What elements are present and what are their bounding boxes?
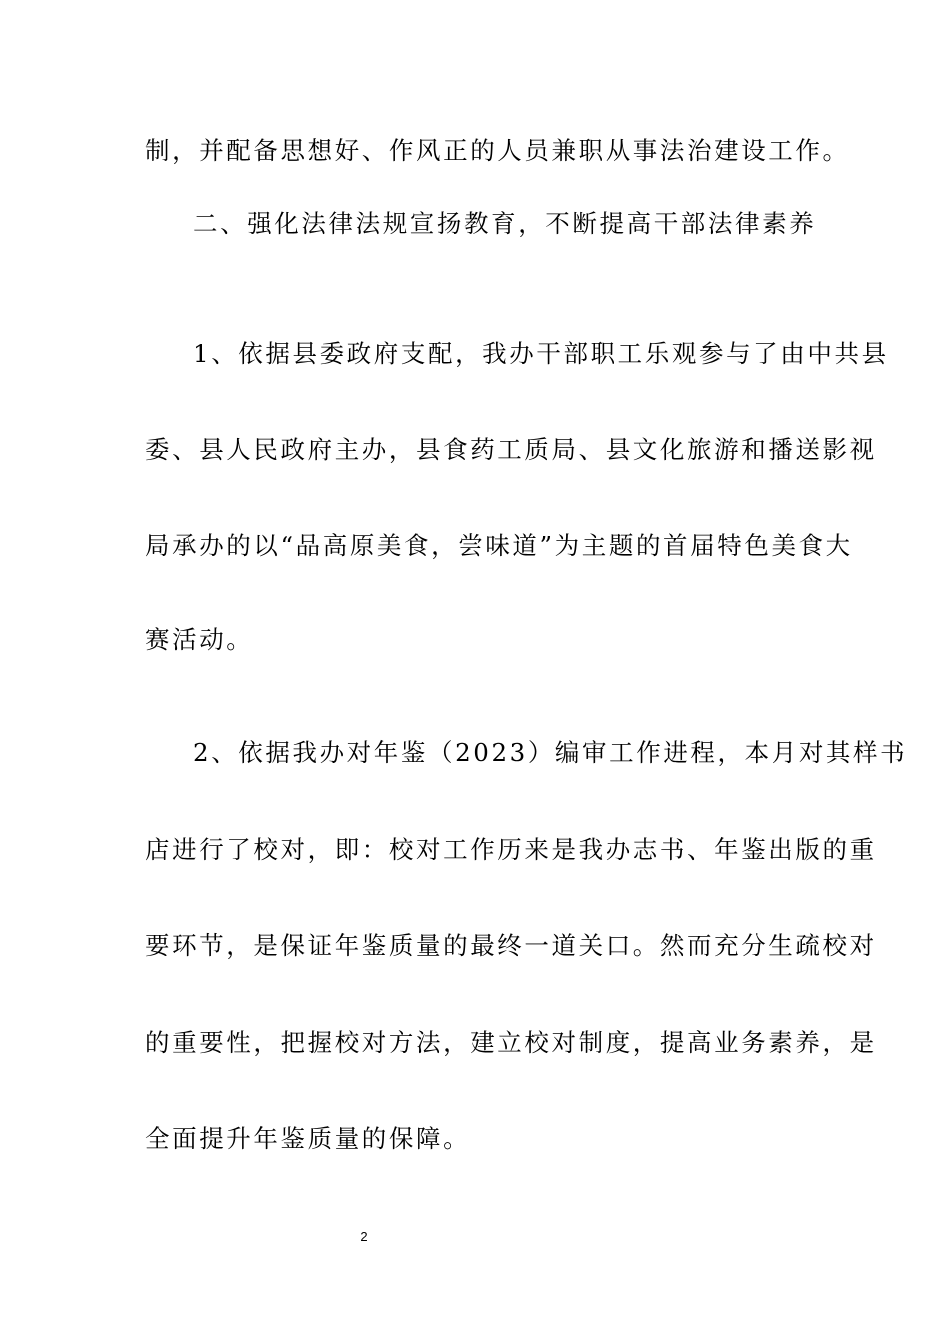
section-heading: 二、强化法律法规宣扬教育，不断提高干部法律素养 [193,209,817,238]
paragraph-line: 1、依据县委政府支配，我办干部职工乐观参与了由中共县 [193,339,889,368]
page-number: 2 [360,1229,368,1244]
paragraph-line: 制，并配备思想好、作风正的人员兼职从事法治建设工作。 [145,136,850,165]
paragraph-line: 要环节，是保证年鉴质量的最终一道关口。然而充分生疏校对 [145,931,877,960]
paragraph-line: 店进行了校对，即：校对工作历来是我办志书、年鉴出版的重 [145,835,877,864]
paragraph-line: 局承办的以“品高原美食，尝味道”为主题的首届特色美食大 [145,531,853,560]
paragraph-line: 2、依据我办对年鉴（2023）编审工作进程，本月对其样书 [193,738,908,767]
paragraph-line: 的重要性，把握校对方法，建立校对制度，提高业务素养，是 [145,1028,877,1057]
paragraph-line: 全面提升年鉴质量的保障。 [145,1124,471,1153]
paragraph-line: 委、县人民政府主办，县食药工质局、县文化旅游和播送影视 [145,435,877,464]
paragraph-line: 赛活动。 [145,625,254,654]
